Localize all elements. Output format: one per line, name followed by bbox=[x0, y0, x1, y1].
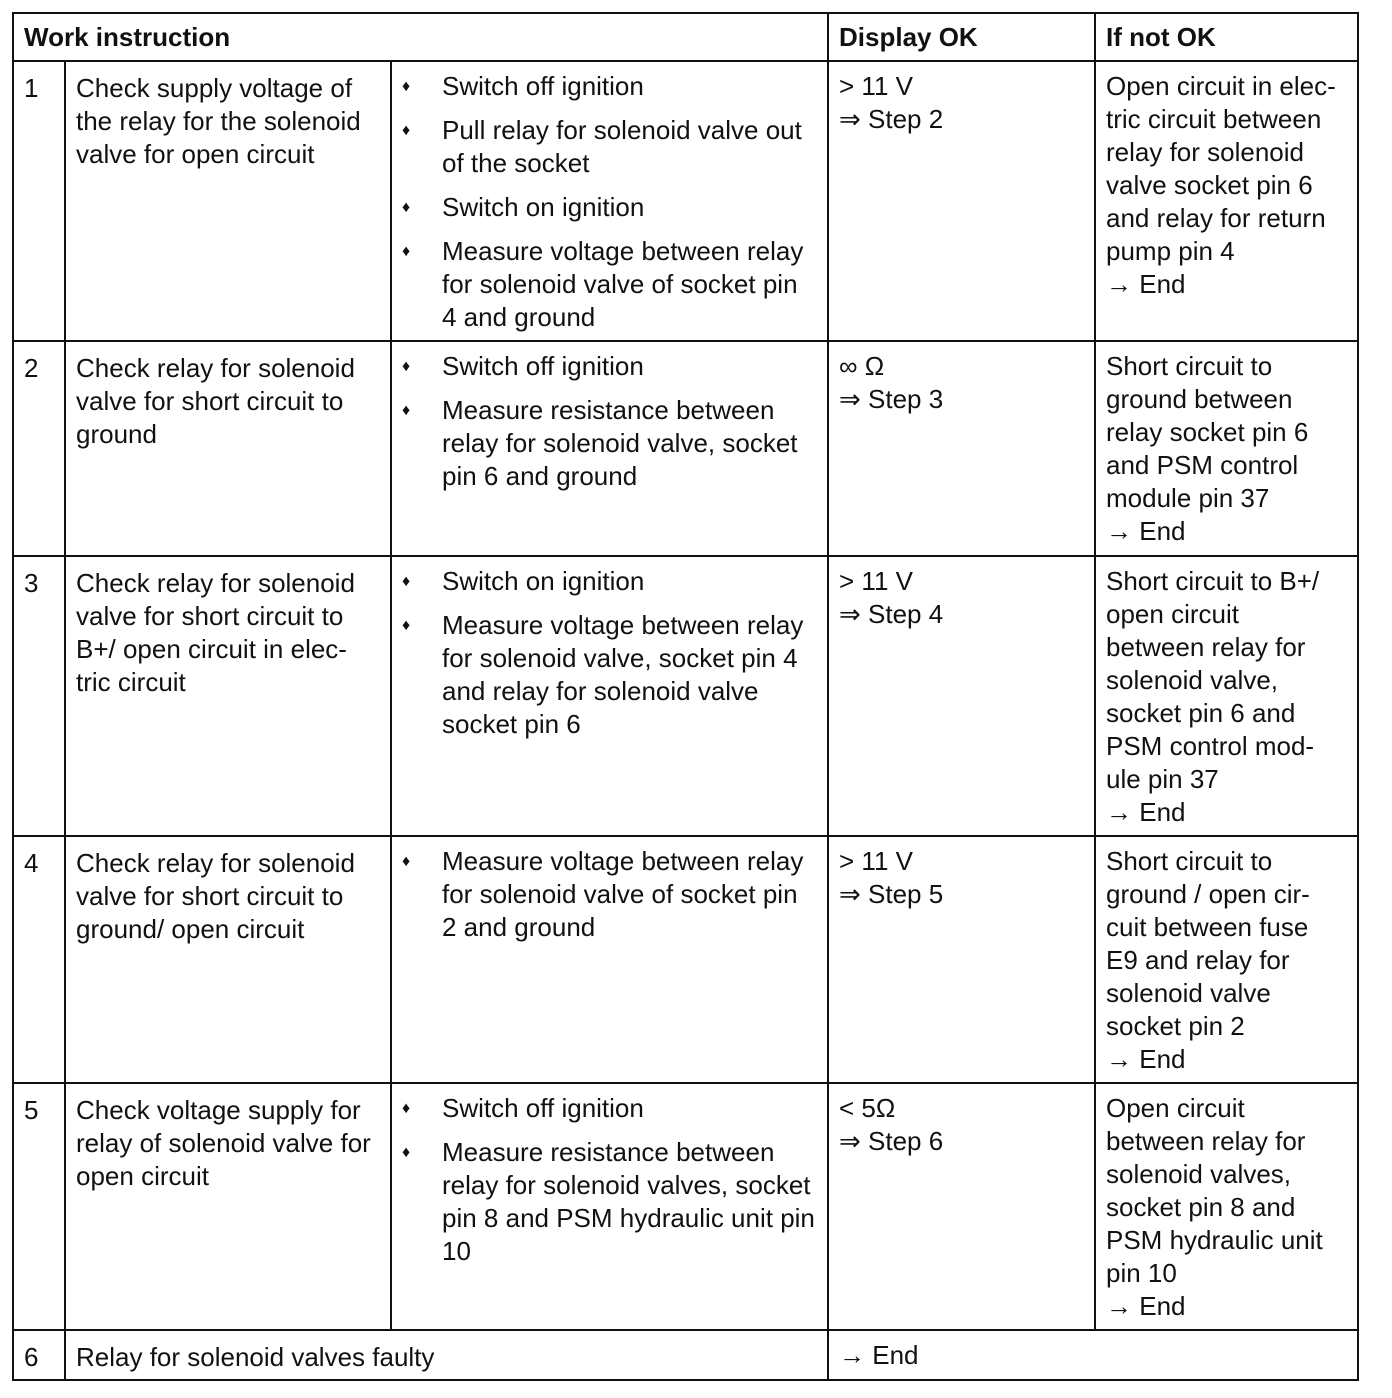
action-item bbox=[402, 1136, 821, 1268]
if-not-ok-line: between relay for bbox=[1106, 1126, 1306, 1156]
action-line: Measure resistance between bbox=[442, 395, 775, 425]
check-description bbox=[65, 61, 391, 341]
check-line: B+/ open circuit in elec- bbox=[76, 634, 347, 664]
if-not-ok-line: valve socket pin 6 bbox=[1106, 170, 1313, 200]
check-description bbox=[65, 556, 391, 836]
action-item bbox=[402, 235, 821, 334]
display-ok-line: ⇒ Step 3 bbox=[839, 384, 944, 414]
table-row-final bbox=[13, 1330, 1358, 1380]
if-not-ok-line: solenoid valve, bbox=[1106, 665, 1278, 695]
display-ok-value bbox=[828, 341, 1095, 556]
check-line: Check relay for solenoid bbox=[76, 568, 355, 598]
display-ok-line: ∞ Ω bbox=[839, 351, 885, 381]
action-line: of the socket bbox=[442, 148, 590, 178]
if-not-ok-line: pump pin 4 bbox=[1106, 236, 1235, 266]
action-line: pin 6 and ground bbox=[442, 461, 638, 491]
action-line: relay for solenoid valves, socket bbox=[442, 1170, 811, 1200]
if-not-ok-line: Open circuit in elec- bbox=[1106, 71, 1336, 101]
action-line: 2 and ground bbox=[442, 912, 596, 942]
action-line: Switch off ignition bbox=[442, 71, 644, 101]
check-line: ground bbox=[76, 419, 157, 449]
check-line: Check relay for solenoid bbox=[76, 848, 355, 878]
diamond-bullet-icon: ♦ bbox=[402, 199, 411, 216]
if-not-ok-value bbox=[1095, 341, 1358, 556]
action-item bbox=[402, 350, 821, 383]
check-line: Check supply voltage of bbox=[76, 73, 353, 103]
action-list bbox=[391, 556, 828, 836]
display-ok-line: ⇒ Step 6 bbox=[839, 1126, 944, 1156]
if-not-ok-line: → End bbox=[1106, 1291, 1186, 1321]
check-line: the relay for the solenoid bbox=[76, 106, 361, 136]
if-not-ok-line: PSM hydraulic unit bbox=[1106, 1225, 1323, 1255]
check-line: open circuit bbox=[76, 1161, 209, 1191]
if-not-ok-line: → End bbox=[1106, 1044, 1186, 1074]
table-row bbox=[13, 341, 1358, 556]
action-item bbox=[402, 70, 821, 103]
diamond-bullet-icon: ♦ bbox=[402, 1100, 411, 1117]
display-ok-value bbox=[828, 1083, 1095, 1330]
display-ok-value bbox=[828, 556, 1095, 836]
action-list bbox=[391, 341, 828, 556]
action-line: Measure voltage between relay bbox=[442, 236, 804, 266]
action-item bbox=[402, 1092, 821, 1125]
final-row-text: Relay for solenoid valves faulty bbox=[65, 1330, 828, 1380]
final-row-result: → End bbox=[828, 1330, 1358, 1380]
step-number: 2 bbox=[13, 341, 65, 556]
display-ok-line: ⇒ Step 5 bbox=[839, 879, 944, 909]
display-ok-value bbox=[828, 61, 1095, 341]
action-item bbox=[402, 394, 821, 493]
if-not-ok-line: ule pin 37 bbox=[1106, 764, 1219, 794]
diamond-bullet-icon: ♦ bbox=[402, 243, 411, 260]
action-line: for solenoid valve, socket pin 4 bbox=[442, 643, 798, 673]
if-not-ok-line: between relay for bbox=[1106, 632, 1306, 662]
work-instruction-sheet bbox=[12, 12, 1357, 1381]
if-not-ok-line: E9 and relay for bbox=[1106, 945, 1290, 975]
check-line: relay of solenoid valve for bbox=[76, 1128, 371, 1158]
diamond-bullet-icon: ♦ bbox=[402, 853, 411, 870]
table-row bbox=[13, 61, 1358, 341]
if-not-ok-line: relay for solenoid bbox=[1106, 137, 1304, 167]
action-line: relay for solenoid valve, socket bbox=[442, 428, 798, 458]
action-list bbox=[391, 61, 828, 341]
action-line: Switch on ignition bbox=[442, 192, 645, 222]
if-not-ok-line: → End bbox=[1106, 516, 1186, 546]
check-description bbox=[65, 836, 391, 1083]
display-ok-line: > 11 V bbox=[839, 846, 913, 876]
work-instruction-table bbox=[12, 12, 1359, 1381]
check-line: valve for short circuit to bbox=[76, 881, 344, 911]
diamond-bullet-icon: ♦ bbox=[402, 122, 411, 139]
action-item bbox=[402, 114, 821, 180]
header-work-instruction: Work instruction bbox=[13, 13, 828, 61]
action-list bbox=[391, 1083, 828, 1330]
display-ok-line: > 11 V bbox=[839, 566, 913, 596]
display-ok-line: < 5Ω bbox=[839, 1093, 896, 1123]
if-not-ok-line: pin 10 bbox=[1106, 1258, 1177, 1288]
display-ok-value bbox=[828, 836, 1095, 1083]
check-line: valve for short circuit to bbox=[76, 601, 344, 631]
action-list bbox=[391, 836, 828, 1083]
diamond-bullet-icon: ♦ bbox=[402, 402, 411, 419]
action-line: Measure resistance between bbox=[442, 1137, 775, 1167]
if-not-ok-line: tric circuit between bbox=[1106, 104, 1322, 134]
header-row bbox=[13, 13, 1358, 61]
display-ok-line: ⇒ Step 4 bbox=[839, 599, 944, 629]
step-number: 4 bbox=[13, 836, 65, 1083]
action-line: Switch off ignition bbox=[442, 351, 644, 381]
step-number: 3 bbox=[13, 556, 65, 836]
action-line: pin 8 and PSM hydraulic unit pin bbox=[442, 1203, 815, 1233]
action-item bbox=[402, 565, 821, 598]
if-not-ok-line: ground / open cir- bbox=[1106, 879, 1310, 909]
table-body bbox=[13, 61, 1358, 1380]
if-not-ok-line: and relay for return bbox=[1106, 203, 1326, 233]
action-item bbox=[402, 609, 821, 741]
action-line: and relay for solenoid valve bbox=[442, 676, 759, 706]
if-not-ok-line: PSM control mod- bbox=[1106, 731, 1315, 761]
step-number: 6 bbox=[13, 1330, 65, 1380]
if-not-ok-line: socket pin 8 and bbox=[1106, 1192, 1296, 1222]
header-display-ok: Display OK bbox=[828, 13, 1095, 61]
table-row bbox=[13, 1083, 1358, 1330]
action-line: 10 bbox=[442, 1236, 471, 1266]
header-if-not-ok: If not OK bbox=[1095, 13, 1358, 61]
display-ok-line: > 11 V bbox=[839, 71, 913, 101]
if-not-ok-line: open circuit bbox=[1106, 599, 1239, 629]
action-line: for solenoid valve of socket pin bbox=[442, 879, 798, 909]
action-line: Switch off ignition bbox=[442, 1093, 644, 1123]
check-line: tric circuit bbox=[76, 667, 186, 697]
if-not-ok-line: ground between bbox=[1106, 384, 1293, 414]
action-line: Switch on ignition bbox=[442, 566, 645, 596]
if-not-ok-line: module pin 37 bbox=[1106, 483, 1270, 513]
check-line: ground/ open circuit bbox=[76, 914, 305, 944]
diamond-bullet-icon: ♦ bbox=[402, 617, 411, 634]
diamond-bullet-icon: ♦ bbox=[402, 573, 411, 590]
check-line: Check relay for solenoid bbox=[76, 353, 355, 383]
action-line: Pull relay for solenoid valve out bbox=[442, 115, 802, 145]
if-not-ok-line: relay socket pin 6 bbox=[1106, 417, 1309, 447]
if-not-ok-line: Open circuit bbox=[1106, 1093, 1245, 1123]
check-line: valve for open circuit bbox=[76, 139, 315, 169]
diamond-bullet-icon: ♦ bbox=[402, 78, 411, 95]
if-not-ok-line: → End bbox=[1106, 269, 1186, 299]
if-not-ok-line: solenoid valve bbox=[1106, 978, 1271, 1008]
table-row bbox=[13, 556, 1358, 836]
if-not-ok-value bbox=[1095, 61, 1358, 341]
action-line: Measure voltage between relay bbox=[442, 610, 804, 640]
action-item bbox=[402, 845, 821, 944]
action-line: Measure voltage between relay bbox=[442, 846, 804, 876]
check-line: valve for short circuit to bbox=[76, 386, 344, 416]
if-not-ok-line: and PSM control bbox=[1106, 450, 1299, 480]
diamond-bullet-icon: ♦ bbox=[402, 358, 411, 375]
if-not-ok-line: cuit between fuse bbox=[1106, 912, 1309, 942]
if-not-ok-line: → End bbox=[1106, 797, 1186, 827]
table-row bbox=[13, 836, 1358, 1083]
display-ok-line: ⇒ Step 2 bbox=[839, 104, 944, 134]
action-line: socket pin 6 bbox=[442, 709, 581, 739]
step-number: 1 bbox=[13, 61, 65, 341]
step-number: 5 bbox=[13, 1083, 65, 1330]
if-not-ok-line: Short circuit to bbox=[1106, 351, 1273, 381]
if-not-ok-line: Short circuit to bbox=[1106, 846, 1273, 876]
if-not-ok-line: socket pin 2 bbox=[1106, 1011, 1245, 1041]
if-not-ok-line: solenoid valves, bbox=[1106, 1159, 1291, 1189]
check-description bbox=[65, 1083, 391, 1330]
action-line: 4 and ground bbox=[442, 302, 596, 332]
if-not-ok-value bbox=[1095, 1083, 1358, 1330]
check-line: Check voltage supply for bbox=[76, 1095, 361, 1125]
action-item bbox=[402, 191, 821, 224]
if-not-ok-line: Short circuit to B+/ bbox=[1106, 566, 1320, 596]
diamond-bullet-icon: ♦ bbox=[402, 1144, 411, 1161]
if-not-ok-line: socket pin 6 and bbox=[1106, 698, 1296, 728]
if-not-ok-value bbox=[1095, 556, 1358, 836]
check-description bbox=[65, 341, 391, 556]
if-not-ok-value bbox=[1095, 836, 1358, 1083]
action-line: for solenoid valve of socket pin bbox=[442, 269, 798, 299]
